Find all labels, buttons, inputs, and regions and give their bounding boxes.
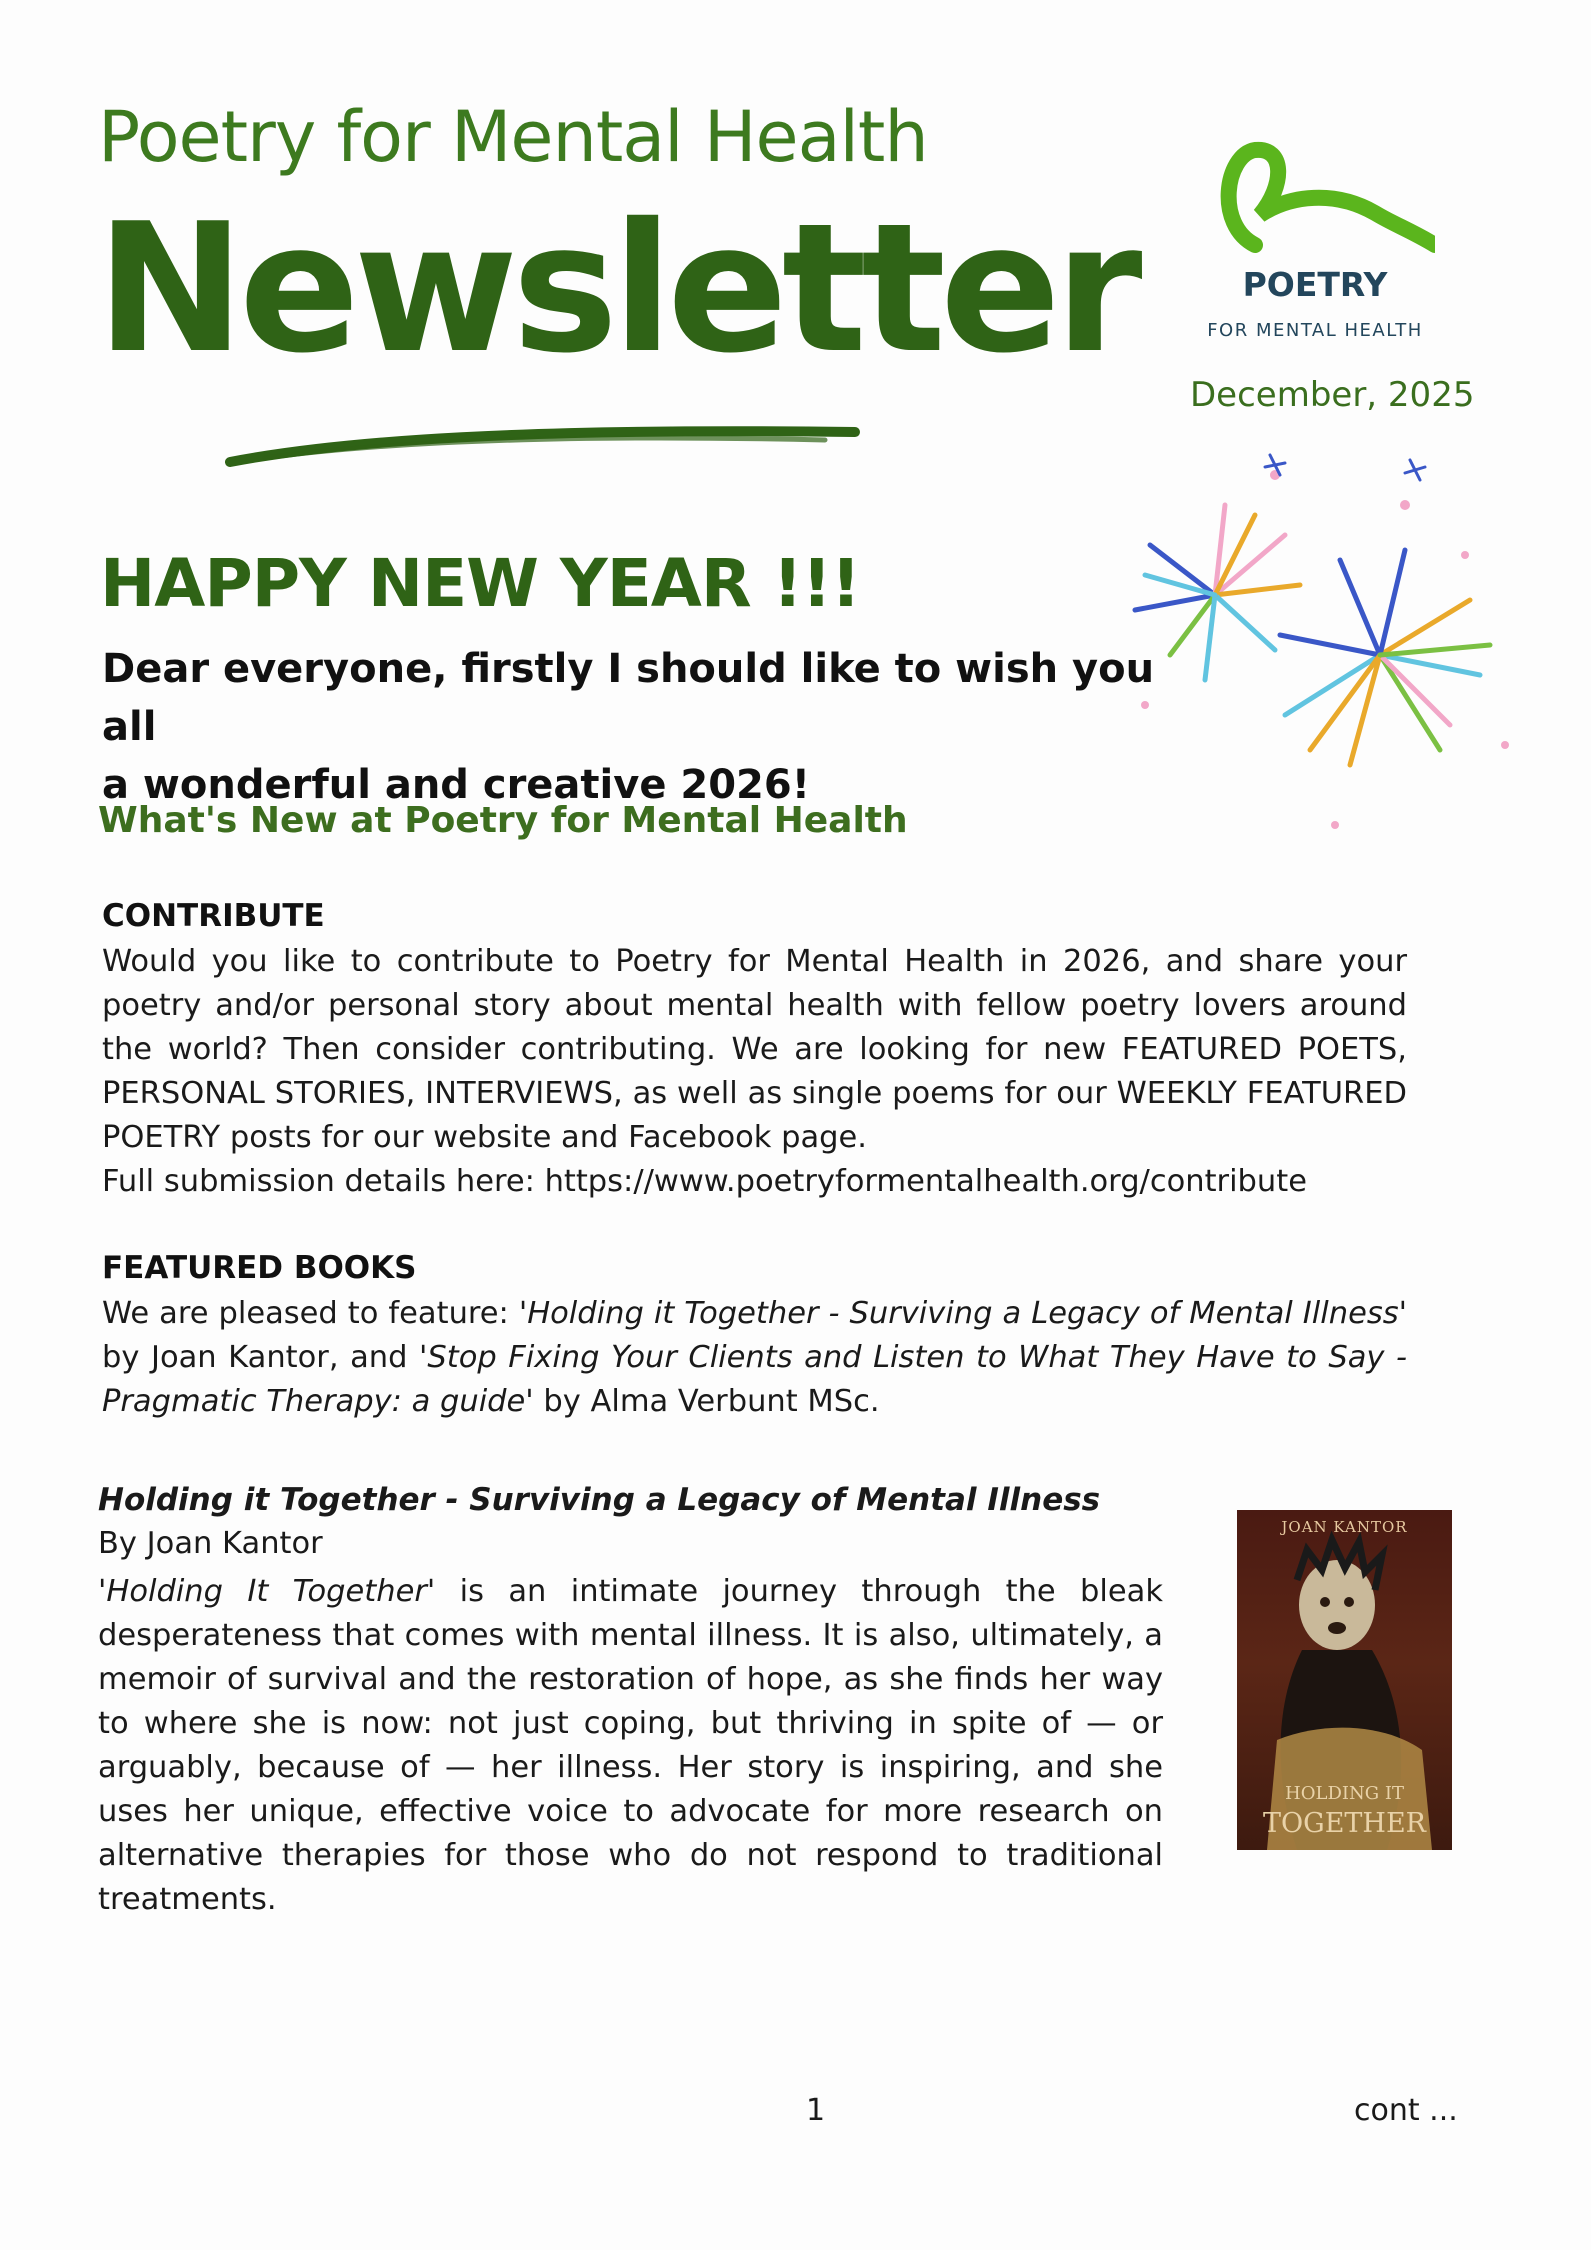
issue-date: December, 2025 xyxy=(1190,375,1475,415)
cover-title-line-2: TOGETHER xyxy=(1262,1808,1426,1839)
intro-mid-2: by Alma Verbunt MSc. xyxy=(533,1384,880,1419)
contribute-text: Would you like to contribute to Poetry for Mental Health in 2026, and share your poetry and/or personal story about mental health with fellow poetry lovers around the world? Then consider contributing. We are looking for new FEATURED POETS, PERSONAL STORIES, INTERVIEWS, as well as single poems for our WEEKLY FEATURED POETRY posts for our website and Facebook page. xyxy=(102,944,1407,1155)
book-cover-image xyxy=(1237,1510,1452,1850)
book-title: Holding it Together - Surviving a Legacy of Mental Illness xyxy=(98,1482,1101,1518)
book-desc-text: is an intimate journey through the bleak desperateness that comes with mental illness. It is also, ultimately, a memoir of survival and the restoration of hope, as she finds her way to where she is now: not just coping, but thriving in spite of — or arguably, because of — her illness. Her story is inspiring, and she uses her unique, effective voice to advocate for more research on alternative therapies for those who do not respond to traditional treatments. xyxy=(98,1574,1163,1917)
contribute-heading: CONTRIBUTE xyxy=(102,898,325,934)
submission-details: Full submission details here: https://www.poetryformentalhealth.org/contribute xyxy=(102,1164,1307,1199)
greeting-text xyxy=(102,640,1182,814)
logo-word: POETRY xyxy=(1242,265,1388,304)
brush-stroke-decoration xyxy=(225,410,865,470)
book-byline: By Joan Kantor xyxy=(98,1526,323,1561)
logo-subtext: FOR MENTAL HEALTH xyxy=(1207,320,1423,341)
cover-author: JOAN KANTOR xyxy=(1281,1518,1408,1536)
newsletter-title: Newsletter xyxy=(96,185,1137,392)
section-heading: What's New at Poetry for Mental Health xyxy=(98,800,908,841)
green-ribbon-icon xyxy=(1195,135,1435,265)
featured-books-intro xyxy=(102,1292,1407,1424)
book2-title-ref: 'Stop Fixing Your Clients and Listen to What They Have to Say - Pragmatic Therapy: a guide' xyxy=(102,1340,1407,1419)
happy-new-year-heading: HAPPY NEW YEAR !!! xyxy=(100,545,860,622)
greeting-line-1: Dear everyone, firstly I should like to wish you all xyxy=(102,646,1155,750)
continued-label: cont ... xyxy=(1354,2093,1458,2128)
newsletter-subtitle: Poetry for Mental Health xyxy=(98,96,928,178)
page-number: 1 xyxy=(806,2093,826,2128)
greeting-line-2: a wonderful and creative 2026! xyxy=(102,762,810,808)
contribute-body xyxy=(102,940,1407,1204)
cover-title-line-1: HOLDING IT xyxy=(1285,1783,1404,1804)
book-desc-italic: 'Holding It Together' xyxy=(98,1574,436,1609)
book-description xyxy=(98,1570,1163,1922)
intro-prefix: We are pleased to feature: xyxy=(102,1296,519,1331)
logo xyxy=(1195,135,1465,355)
featured-books-heading: FEATURED BOOKS xyxy=(102,1250,417,1286)
intro-mid-1: by Joan Kantor, and xyxy=(102,1340,419,1375)
book1-title-ref: 'Holding it Together - Surviving a Legacy of Mental Illness' xyxy=(518,1296,1407,1331)
